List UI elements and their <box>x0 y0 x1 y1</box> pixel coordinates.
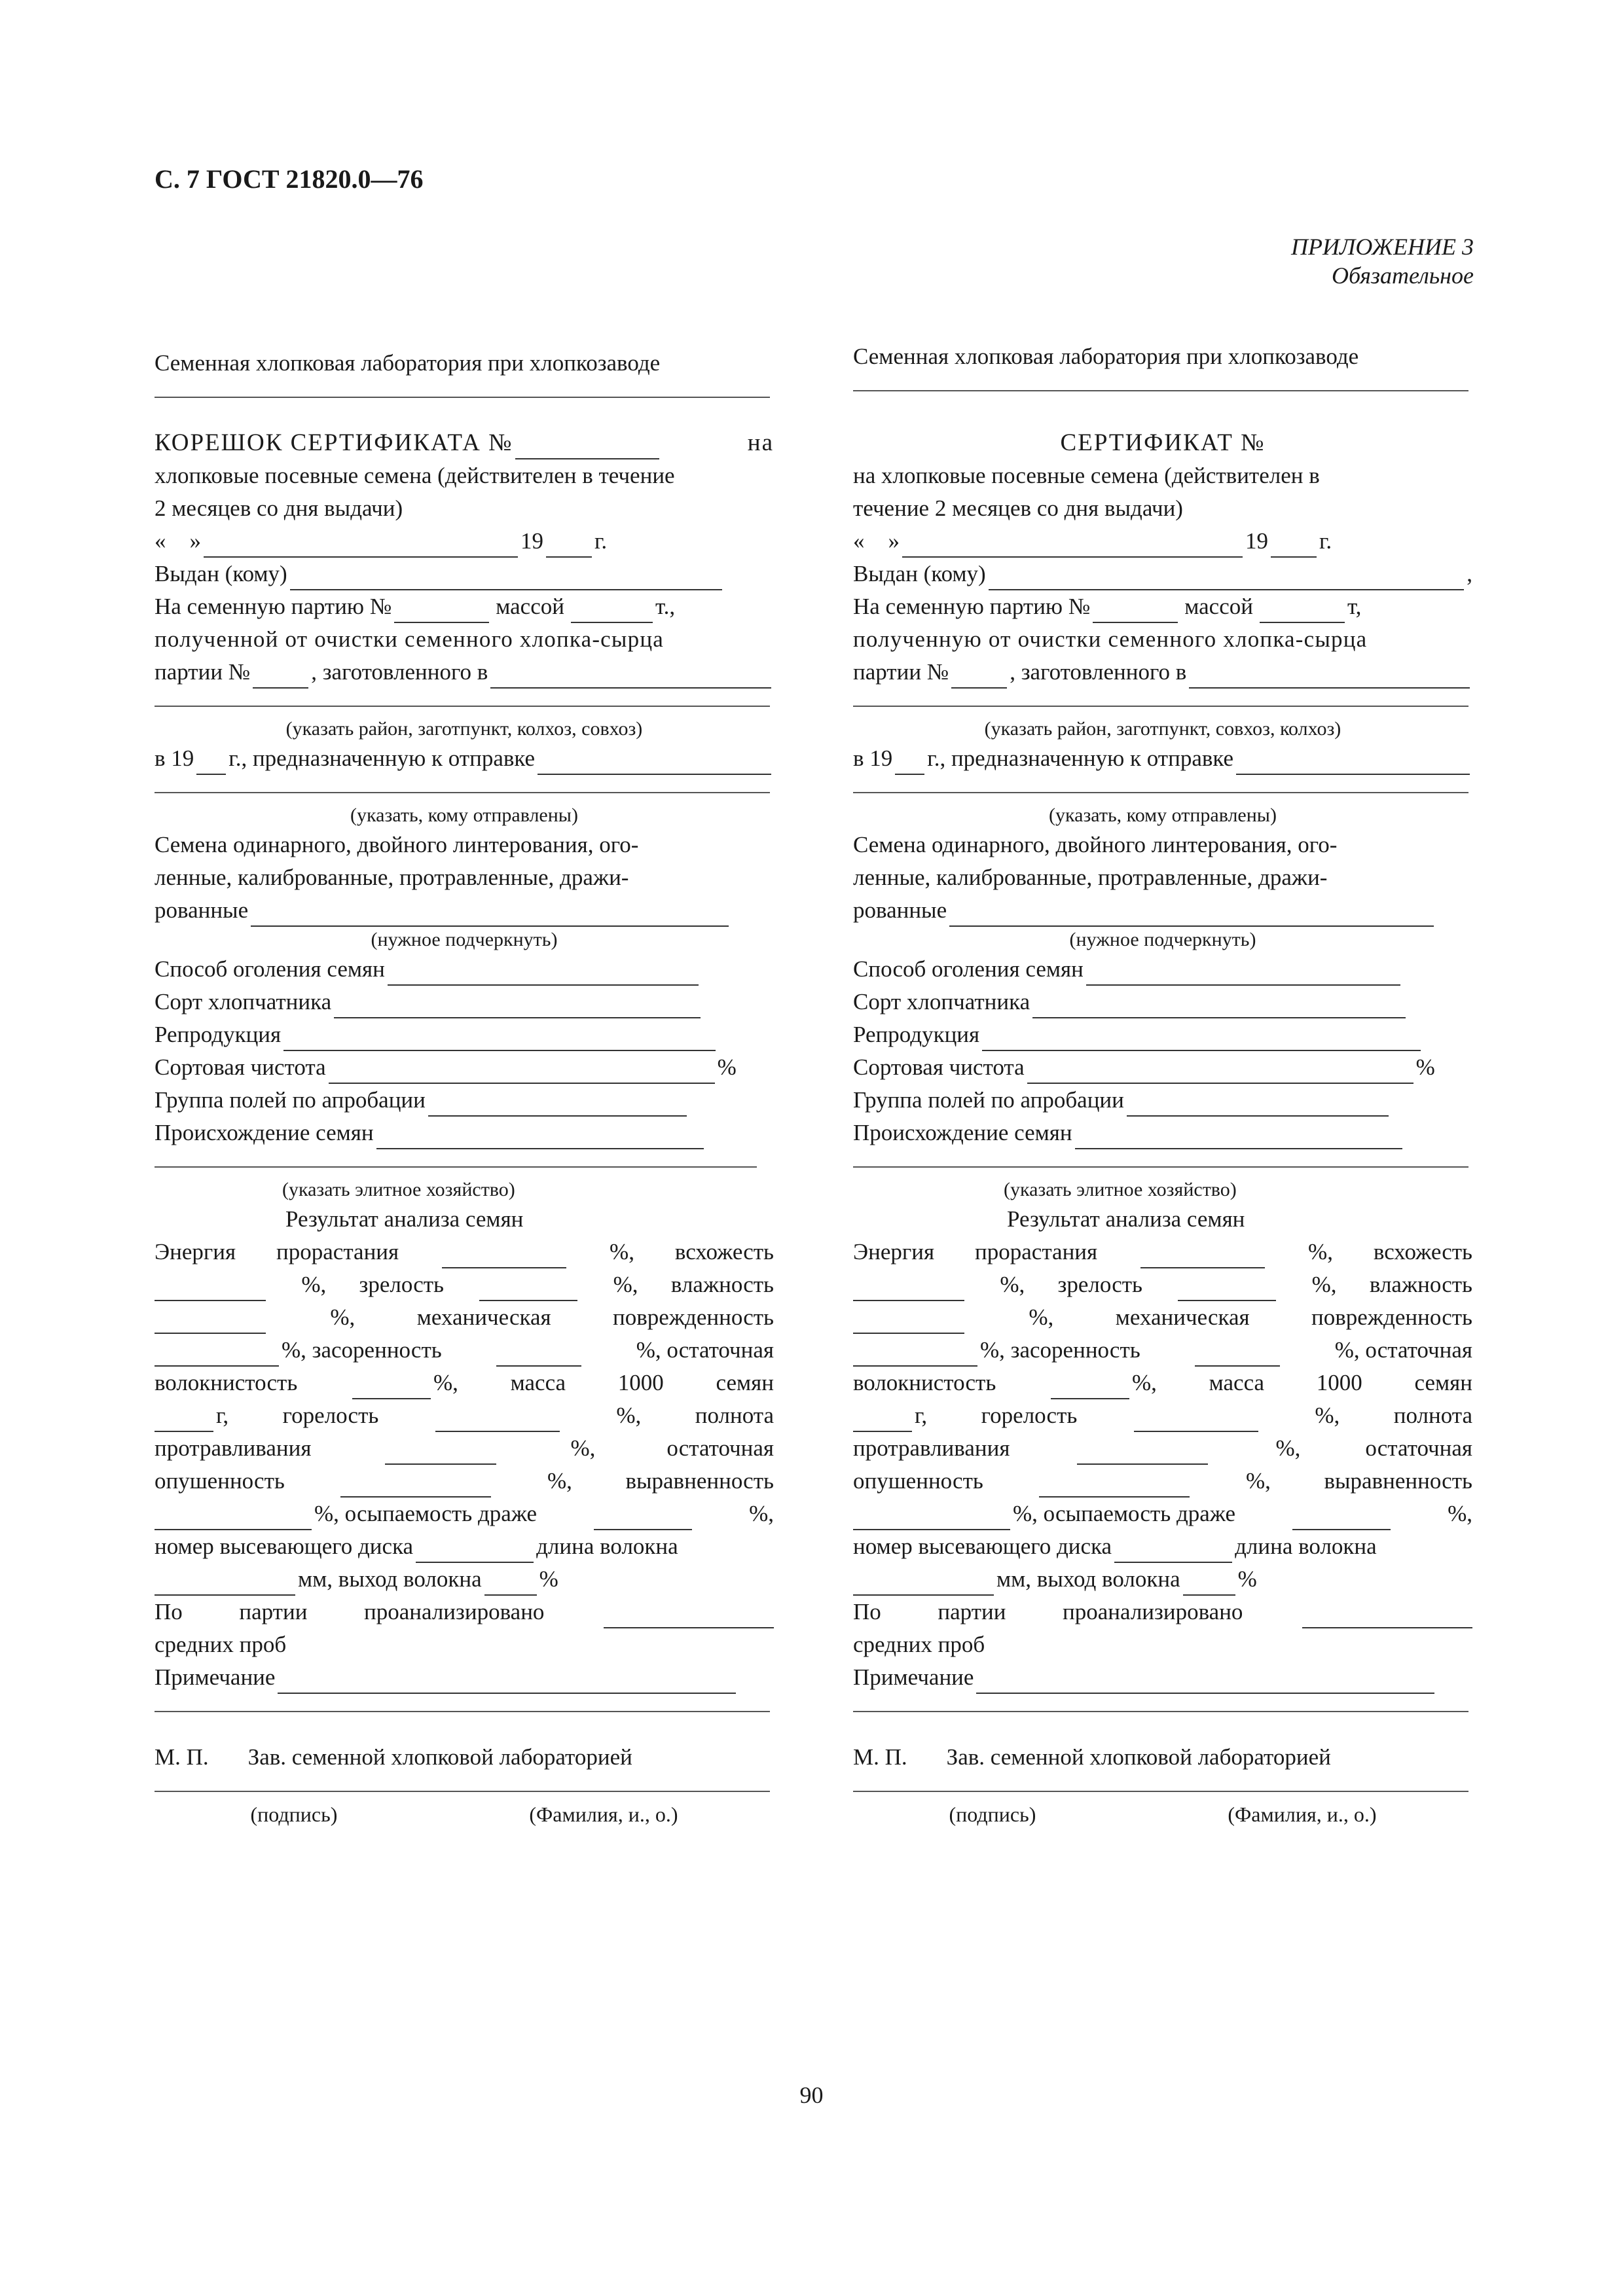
a5-word-5: семян <box>1414 1370 1472 1395</box>
elite-line[interactable] <box>155 1149 757 1168</box>
origin-batch-field[interactable] <box>253 661 308 689</box>
a9-word-2: %, <box>1448 1501 1473 1526</box>
energy-field[interactable] <box>1140 1241 1265 1268</box>
a10-word-2: длина волокна <box>1235 1534 1377 1559</box>
analysis-5 <box>155 1367 774 1399</box>
lab-name: Семенная хлопковая лаборатория при хлопкозаводе <box>853 344 1359 369</box>
origin-batch-line <box>853 656 1472 689</box>
group-label: Группа полей по апробации <box>155 1087 426 1113</box>
received-line: полученную от очистки семенного хлопка-сырца <box>853 626 1368 652</box>
origin-field[interactable] <box>1075 1122 1402 1149</box>
issued-line <box>155 558 774 590</box>
a8-word-3: выравненность <box>1324 1468 1472 1494</box>
origin-batch-field[interactable] <box>951 661 1007 689</box>
mass-1000-field[interactable] <box>155 1405 213 1432</box>
analyzed-field[interactable] <box>1302 1601 1472 1628</box>
seeds-line-1: Семена одинарного, двойного линтерования, ого- <box>155 832 639 857</box>
a9-word-1: %, осыпаемость драже <box>314 1501 538 1526</box>
analysis-8 <box>155 1465 774 1498</box>
analyzed-word-1: По <box>853 1599 881 1624</box>
stub-title-c: хлопковые посевные семена (действителен в течение <box>155 463 675 488</box>
ship-label: г., предназначенную к отправке <box>927 745 1234 771</box>
a1-word-2: прорастания <box>276 1239 399 1265</box>
a2-word-3: %, <box>613 1272 638 1297</box>
note-line-2[interactable] <box>155 1694 770 1712</box>
note-label: Примечание <box>853 1664 974 1690</box>
note-field[interactable] <box>278 1666 736 1694</box>
purity-unit: % <box>717 1054 737 1080</box>
group-field[interactable] <box>428 1089 687 1117</box>
a3-word-2: механическая <box>416 1304 551 1330</box>
signature-captions <box>155 1801 774 1827</box>
note-line-2[interactable] <box>853 1694 1468 1712</box>
repro-label: Репродукция <box>155 1022 282 1047</box>
a1-word-3: %, <box>1308 1239 1333 1265</box>
origin-field[interactable] <box>376 1122 704 1149</box>
burn-field[interactable] <box>435 1405 560 1432</box>
batch-label: На семенную партию № <box>853 594 1091 619</box>
underline-caption: (нужное подчеркнуть) <box>1069 929 1256 950</box>
method-label: Способ оголения семян <box>155 956 385 982</box>
certificate-stub <box>155 347 774 1827</box>
year-field[interactable] <box>1271 530 1317 558</box>
seeds-type-field[interactable] <box>949 899 1434 927</box>
a2-word-1: %, <box>301 1272 327 1297</box>
ship-field[interactable] <box>1236 747 1470 775</box>
region-caption: (указать район, заготпункт, колхоз, совхоз) <box>285 718 643 740</box>
a11-word-1: мм, выход волокна <box>298 1566 482 1592</box>
method-field[interactable] <box>1086 958 1400 986</box>
a6-word-4: полнота <box>695 1403 774 1428</box>
seeds-type-label: рованные <box>853 897 947 923</box>
a2-word-1: %, <box>1000 1272 1025 1297</box>
analyzed-field[interactable] <box>604 1601 774 1628</box>
analysis-3 <box>155 1301 774 1334</box>
issued-line <box>853 558 1472 590</box>
date-line <box>853 525 1472 558</box>
a5-word-3: масса <box>510 1370 566 1395</box>
recipient-line[interactable] <box>853 775 1468 793</box>
origin-line <box>853 1117 1472 1149</box>
a7-word-2: %, <box>1275 1435 1301 1461</box>
a4-word-2: %, остаточная <box>636 1337 774 1363</box>
mass-label: массой <box>496 594 564 619</box>
signature-line <box>853 1741 1472 1774</box>
stub-number-field[interactable] <box>515 432 659 459</box>
appendix-subtitle: Обязательное <box>1332 262 1474 289</box>
analysis-11 <box>853 1563 1472 1596</box>
elite-caption: (указать элитное хозяйство) <box>1004 1179 1237 1200</box>
signature-caption: (подпись) <box>250 1803 338 1826</box>
disk-field[interactable] <box>416 1535 534 1563</box>
germination-field[interactable] <box>853 1274 964 1301</box>
ship-year-prefix: в 19 <box>853 745 893 771</box>
analysis-11 <box>155 1563 774 1596</box>
note-line <box>155 1661 774 1694</box>
analyzed-word-3: проанализировано <box>364 1599 545 1624</box>
fiber-length-field[interactable] <box>155 1568 295 1596</box>
date-line <box>155 525 774 558</box>
region-caption: (указать район, заготпункт, совхоз, колхоз) <box>984 718 1341 740</box>
result-heading: Результат анализа семян <box>1007 1206 1245 1232</box>
a1-word-2: прорастания <box>975 1239 1098 1265</box>
stub-title: КОРЕШОК СЕРТИФИКАТА № <box>155 429 513 456</box>
a3-word-1: %, <box>1029 1304 1054 1330</box>
damage-field[interactable] <box>155 1339 279 1367</box>
samples-label: средних проб <box>155 1632 287 1657</box>
variety-line <box>853 986 1472 1018</box>
analysis-7 <box>155 1432 774 1465</box>
appendix-title: ПРИЛОЖЕНИЕ 3 <box>1291 234 1474 260</box>
recipient-line[interactable] <box>155 775 770 793</box>
group-line <box>155 1084 774 1117</box>
year-suffix: г. <box>594 528 608 554</box>
analysis-6 <box>853 1399 1472 1432</box>
a11-word-2: % <box>1237 1566 1257 1592</box>
a10-word-1: номер высевающего диска <box>155 1534 414 1559</box>
repro-field[interactable] <box>283 1024 716 1051</box>
stub-title-on: на <box>747 429 774 456</box>
a3-word-3: поврежденность <box>1311 1304 1472 1330</box>
analysis-8 <box>853 1465 1472 1498</box>
page-number: 90 <box>799 2082 824 2108</box>
germination-field[interactable] <box>155 1274 266 1301</box>
head-label: Зав. семенной хлопковой лабораторией <box>946 1744 1331 1770</box>
uniformity-field[interactable] <box>155 1503 312 1530</box>
stamp-label: М. П. <box>853 1744 907 1770</box>
name-caption: (Фамилия, и., о.) <box>1228 1803 1377 1826</box>
batch-label: На семенную партию № <box>155 594 392 619</box>
a7-word-3: остаточная <box>1365 1435 1473 1461</box>
date-field[interactable] <box>204 530 518 558</box>
analysis-7 <box>853 1432 1472 1465</box>
stub-title-line <box>155 427 774 459</box>
a11-word-2: % <box>539 1566 558 1592</box>
origin-batch-label: партии № <box>155 659 251 685</box>
seeds-line-2: ленные, калиброванные, протравленные, дражи- <box>155 865 629 890</box>
group-label: Группа полей по апробации <box>853 1087 1124 1113</box>
contamination-field[interactable] <box>496 1339 581 1367</box>
a10-word-2: длина волокна <box>536 1534 678 1559</box>
harvested-label: , заготовленного в <box>311 659 488 685</box>
name-caption: (Фамилия, и., о.) <box>529 1803 678 1826</box>
a6-word-2: горелость <box>981 1403 1078 1428</box>
mass-field[interactable] <box>571 596 653 623</box>
note-line <box>853 1661 1472 1694</box>
seeds-line-3 <box>853 894 1472 927</box>
variety-field[interactable] <box>334 991 701 1018</box>
a1-word-4: всхожесть <box>674 1239 775 1265</box>
variety-label: Сорт хлопчатника <box>853 989 1030 1014</box>
a6-word-4: полнота <box>1393 1403 1472 1428</box>
moisture-field[interactable] <box>853 1306 964 1334</box>
group-line <box>853 1084 1472 1117</box>
a5-word-5: семян <box>716 1370 774 1395</box>
purity-line <box>155 1051 774 1084</box>
shedding-field[interactable] <box>1292 1503 1391 1530</box>
certificate <box>853 340 1472 1827</box>
cert-title-c: на хлопковые посевные семена (действителен в <box>853 463 1320 488</box>
purity-unit: % <box>1415 1054 1435 1080</box>
elite-line[interactable] <box>853 1149 1468 1168</box>
fiber-yield-field[interactable] <box>1183 1568 1235 1596</box>
a1-word-4: всхожесть <box>1373 1239 1473 1265</box>
a4-word-1: %, засоренность <box>980 1337 1140 1363</box>
mass-unit: т., <box>655 594 676 619</box>
analysis-10 <box>155 1530 774 1563</box>
elite-caption: (указать элитное хозяйство) <box>282 1179 515 1200</box>
mass-field[interactable] <box>1260 596 1345 623</box>
region-line[interactable] <box>155 689 770 707</box>
a6-word-3: %, <box>616 1403 642 1428</box>
signature-field[interactable] <box>155 1774 770 1792</box>
ship-line <box>853 742 1472 775</box>
a7-word-1: протравливания <box>853 1435 1010 1461</box>
batch-number-field[interactable] <box>1093 596 1178 623</box>
energy-field[interactable] <box>442 1241 566 1268</box>
treatment-field[interactable] <box>1077 1437 1208 1465</box>
batch-line <box>155 590 774 623</box>
a9-word-2: %, <box>749 1501 775 1526</box>
a5-word-2: %, <box>433 1370 458 1395</box>
fiber-residual-field[interactable] <box>352 1372 431 1399</box>
a6-word-2: горелость <box>282 1403 379 1428</box>
a2-word-4: влажность <box>1369 1272 1473 1297</box>
result-heading: Результат анализа семян <box>285 1206 524 1232</box>
a3-word-3: поврежденность <box>613 1304 774 1330</box>
year-field[interactable] <box>546 530 592 558</box>
analyzed-line <box>853 1596 1472 1628</box>
a5-word-1: волокнистость <box>155 1370 298 1395</box>
shedding-field[interactable] <box>594 1503 692 1530</box>
repro-field[interactable] <box>982 1024 1421 1051</box>
analysis-4 <box>155 1334 774 1367</box>
purity-field[interactable] <box>329 1056 715 1084</box>
variety-field[interactable] <box>1032 991 1406 1018</box>
origin-label: Происхождение семян <box>853 1120 1072 1145</box>
maturity-field[interactable] <box>479 1274 577 1301</box>
disk-field[interactable] <box>1114 1535 1232 1563</box>
analysis-1 <box>853 1236 1472 1268</box>
ship-year-prefix: в 19 <box>155 745 194 771</box>
a8-word-1: опушенность <box>853 1468 983 1494</box>
method-field[interactable] <box>388 958 699 986</box>
ship-year-field[interactable] <box>196 747 226 775</box>
moisture-field[interactable] <box>155 1306 266 1334</box>
analysis-2 <box>155 1268 774 1301</box>
samples-label: средних проб <box>853 1632 985 1657</box>
stamp-label: М. П. <box>155 1744 209 1770</box>
a2-word-2: зрелость <box>1057 1272 1143 1297</box>
damage-field[interactable] <box>853 1339 977 1367</box>
a8-word-2: %, <box>1246 1468 1271 1494</box>
signature-line <box>155 1741 774 1774</box>
year-prefix: 19 <box>1245 528 1268 554</box>
purity-label: Сортовая чистота <box>853 1054 1025 1080</box>
analysis-6 <box>155 1399 774 1432</box>
burn-field[interactable] <box>1134 1405 1258 1432</box>
cert-title-d: течение 2 месяцев со дня выдачи) <box>853 495 1183 521</box>
a6-word-3: %, <box>1315 1403 1340 1428</box>
repro-label: Репродукция <box>853 1022 980 1047</box>
issued-label: Выдан (кому) <box>853 561 986 586</box>
mass-label: массой <box>1184 594 1253 619</box>
recipient-caption: (указать, кому отправлены) <box>350 804 578 826</box>
a5-word-4: 1000 <box>617 1370 664 1395</box>
a2-word-4: влажность <box>670 1272 775 1297</box>
seeds-type-label: рованные <box>155 897 249 923</box>
appendix-label <box>1291 232 1474 290</box>
fiber-yield-field[interactable] <box>484 1568 537 1596</box>
batch-number-field[interactable] <box>394 596 489 623</box>
ship-label: г., предназначенную к отправке <box>228 745 536 771</box>
a7-word-3: остаточная <box>666 1435 775 1461</box>
analysis-9 <box>155 1498 774 1530</box>
a2-word-2: зрелость <box>359 1272 445 1297</box>
origin-batch-line <box>155 656 774 689</box>
recipient-caption: (указать, кому отправлены) <box>1049 804 1277 826</box>
mass-unit: т, <box>1347 594 1362 619</box>
underline-caption: (нужное подчеркнуть) <box>371 929 558 950</box>
purity-field[interactable] <box>1027 1056 1413 1084</box>
repro-line <box>155 1018 774 1051</box>
analyzed-word-3: проанализировано <box>1063 1599 1243 1624</box>
a5-word-3: масса <box>1209 1370 1265 1395</box>
a6-word-1: г, <box>915 1403 928 1428</box>
a5-word-1: волокнистость <box>853 1370 996 1395</box>
certificate-title: СЕРТИФИКАТ № <box>1060 429 1266 456</box>
stub-title-d: 2 месяцев со дня выдачи) <box>155 495 403 521</box>
year-suffix: г. <box>1319 528 1332 554</box>
quote-close: » <box>888 528 900 554</box>
method-line <box>155 953 774 986</box>
a9-word-1: %, осыпаемость драже <box>1013 1501 1236 1526</box>
analysis-2 <box>853 1268 1472 1301</box>
fiber-residual-field[interactable] <box>1051 1372 1129 1399</box>
signature-captions <box>853 1801 1472 1827</box>
harvested-field[interactable] <box>490 661 771 689</box>
treatment-field[interactable] <box>385 1437 496 1465</box>
uniformity-field[interactable] <box>853 1503 1010 1530</box>
origin-label: Происхождение семян <box>155 1120 374 1145</box>
note-field[interactable] <box>976 1666 1434 1694</box>
analysis-3 <box>853 1301 1472 1334</box>
a1-word-1: Энергия <box>155 1239 236 1265</box>
issued-field[interactable] <box>989 563 1465 590</box>
purity-line <box>853 1051 1472 1084</box>
a2-word-3: %, <box>1311 1272 1337 1297</box>
origin-batch-label: партии № <box>853 659 949 685</box>
a4-word-1: %, засоренность <box>282 1337 442 1363</box>
analyzed-word-2: партии <box>239 1599 308 1624</box>
lab-name: Семенная хлопковая лаборатория при хлопкозаводе <box>155 350 661 376</box>
received-line: полученной от очистки семенного хлопка-сырца <box>155 626 664 652</box>
note-label: Примечание <box>155 1664 276 1690</box>
page-header: С. 7 ГОСТ 21820.0—76 <box>155 164 424 194</box>
harvested-field[interactable] <box>1189 661 1470 689</box>
a8-word-1: опушенность <box>155 1468 285 1494</box>
region-line[interactable] <box>853 689 1468 707</box>
a8-word-2: %, <box>547 1468 572 1494</box>
a8-word-3: выравненность <box>625 1468 774 1494</box>
batch-line <box>853 590 1472 623</box>
variety-label: Сорт хлопчатника <box>155 989 332 1014</box>
a5-word-4: 1000 <box>1316 1370 1362 1395</box>
mass-1000-field[interactable] <box>853 1405 912 1432</box>
a7-word-2: %, <box>570 1435 596 1461</box>
quote-open: « <box>155 528 166 554</box>
group-field[interactable] <box>1127 1089 1389 1117</box>
signature-field[interactable] <box>853 1774 1468 1792</box>
date-field[interactable] <box>902 530 1243 558</box>
a4-word-2: %, остаточная <box>1334 1337 1472 1363</box>
analysis-5 <box>853 1367 1472 1399</box>
analysis-4 <box>853 1334 1472 1367</box>
analyzed-line <box>155 1596 774 1628</box>
contamination-field[interactable] <box>1195 1339 1280 1367</box>
a6-word-1: г, <box>216 1403 229 1428</box>
a10-word-1: номер высевающего диска <box>853 1534 1112 1559</box>
head-label: Зав. семенной хлопковой лабораторией <box>247 1744 632 1770</box>
analysis-1 <box>155 1236 774 1268</box>
ship-field[interactable] <box>538 747 771 775</box>
variety-line <box>155 986 774 1018</box>
harvested-label: , заготовленного в <box>1010 659 1187 685</box>
issued-label: Выдан (кому) <box>155 561 287 586</box>
method-line <box>853 953 1472 986</box>
a11-word-1: мм, выход волокна <box>996 1566 1180 1592</box>
signature-caption: (подпись) <box>949 1803 1036 1826</box>
analyzed-word-1: По <box>155 1599 183 1624</box>
origin-line <box>155 1117 774 1149</box>
a7-word-1: протравливания <box>155 1435 312 1461</box>
seeds-line-1: Семена одинарного, двойного линтерования, ого- <box>853 832 1338 857</box>
issued-comma: , <box>1467 561 1472 586</box>
fuzz-field[interactable] <box>1039 1470 1190 1498</box>
fuzz-field[interactable] <box>340 1470 491 1498</box>
method-label: Способ оголения семян <box>853 956 1084 982</box>
ship-year-field[interactable] <box>895 747 924 775</box>
a3-word-2: механическая <box>1115 1304 1250 1330</box>
a1-word-3: %, <box>610 1239 634 1265</box>
analysis-10 <box>853 1530 1472 1563</box>
lab-line[interactable] <box>853 373 1468 391</box>
seeds-line-2: ленные, калиброванные, протравленные, дражи- <box>853 865 1328 890</box>
lab-line[interactable] <box>155 380 770 398</box>
purity-label: Сортовая чистота <box>155 1054 326 1080</box>
fiber-length-field[interactable] <box>853 1568 994 1596</box>
a3-word-1: %, <box>330 1304 356 1330</box>
analysis-9 <box>853 1498 1472 1530</box>
a5-word-2: %, <box>1132 1370 1157 1395</box>
a1-word-1: Энергия <box>853 1239 935 1265</box>
issued-field[interactable] <box>290 563 722 590</box>
quote-close: » <box>189 528 201 554</box>
quote-open: « <box>853 528 865 554</box>
maturity-field[interactable] <box>1178 1274 1276 1301</box>
repro-line <box>853 1018 1472 1051</box>
year-prefix: 19 <box>520 528 543 554</box>
analyzed-word-2: партии <box>938 1599 1006 1624</box>
ship-line <box>155 742 774 775</box>
seeds-type-field[interactable] <box>251 899 729 927</box>
seeds-line-3 <box>155 894 774 927</box>
